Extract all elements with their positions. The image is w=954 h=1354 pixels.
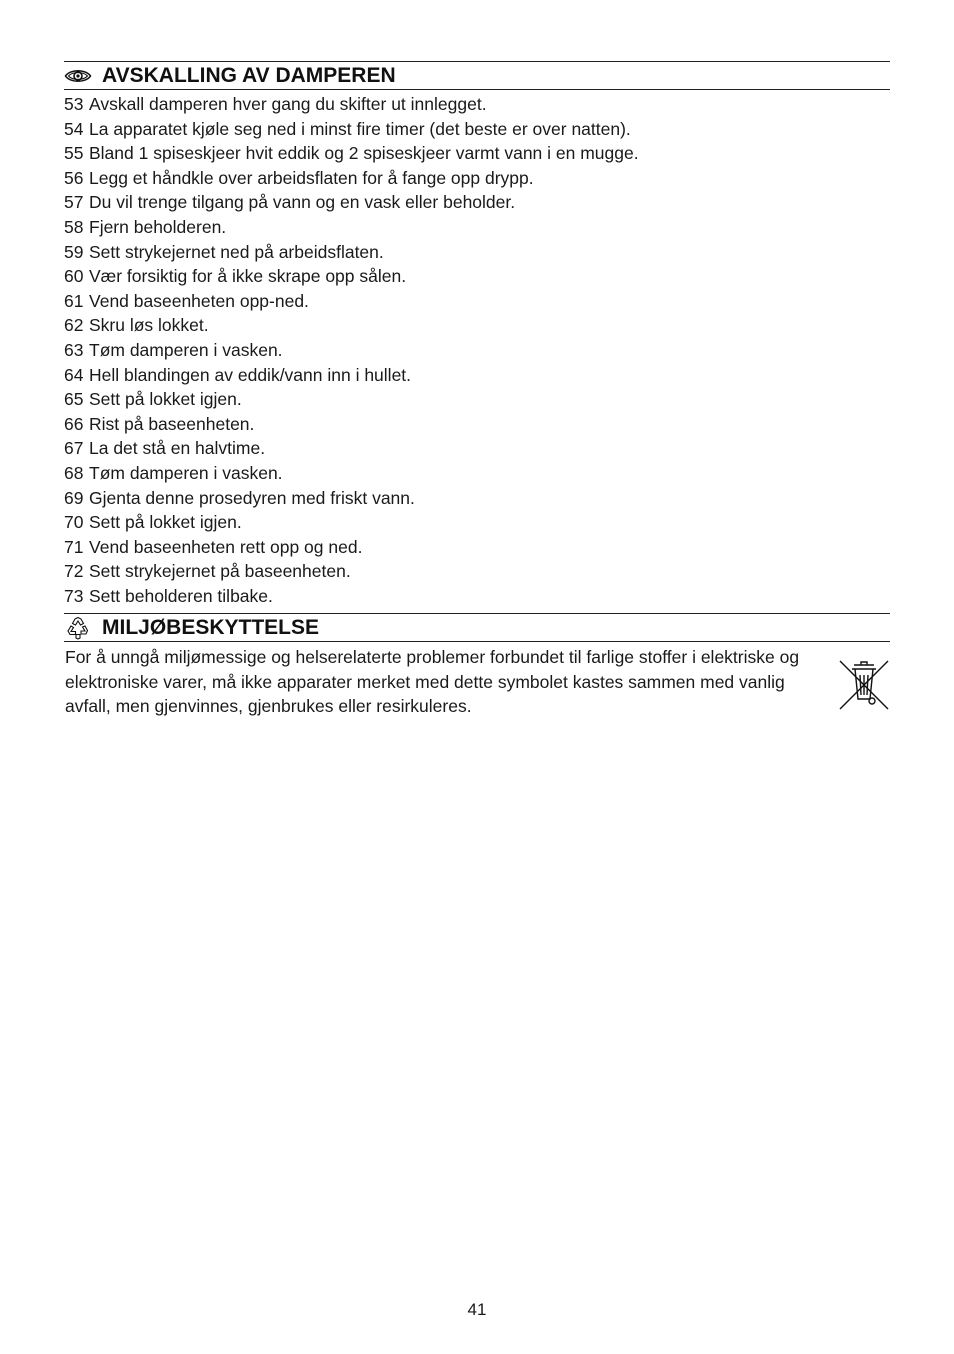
descaling-section bbox=[64, 61, 890, 608]
step-text: Vend baseenheten opp-ned. bbox=[89, 290, 309, 311]
step-number: 54 bbox=[64, 118, 84, 139]
step-number: 64 bbox=[64, 364, 84, 385]
step-text: Rist på baseenheten. bbox=[89, 413, 255, 434]
step-text: Sett strykejernet ned på arbeidsflaten. bbox=[89, 241, 384, 262]
step-number: 59 bbox=[64, 241, 84, 262]
step-item bbox=[64, 141, 890, 166]
step-number: 58 bbox=[64, 216, 84, 237]
step-item bbox=[64, 535, 890, 560]
step-number: 69 bbox=[64, 487, 84, 508]
step-text: Sett strykejernet på baseenheten. bbox=[89, 561, 351, 582]
step-item bbox=[64, 363, 890, 388]
section-title: MILJØBESKYTTELSE bbox=[102, 615, 320, 639]
step-text: Tøm damperen i vasken. bbox=[89, 462, 283, 483]
step-text: Vend baseenheten rett opp og ned. bbox=[89, 536, 363, 557]
step-item bbox=[64, 240, 890, 265]
step-item bbox=[64, 461, 890, 486]
step-item bbox=[64, 289, 890, 314]
step-text: Hell blandingen av eddik/vann inn i hullet. bbox=[89, 364, 412, 385]
step-item bbox=[64, 510, 890, 535]
step-item bbox=[64, 486, 890, 511]
step-number: 53 bbox=[64, 94, 84, 114]
crossed-out-bin-icon bbox=[838, 657, 890, 713]
section-title: AVSKALLING AV DAMPEREN bbox=[102, 63, 396, 87]
step-text: Legg et håndkle over arbeidsflaten for å fange opp drypp. bbox=[89, 167, 534, 188]
page-number: 41 bbox=[467, 1300, 487, 1319]
step-item bbox=[64, 412, 890, 437]
step-item bbox=[64, 92, 890, 117]
step-number: 57 bbox=[64, 192, 84, 213]
step-number: 65 bbox=[64, 389, 84, 410]
eye-icon bbox=[64, 65, 92, 87]
step-text: Gjenta denne prosedyren med friskt vann. bbox=[89, 487, 415, 508]
step-text: La det stå en halvtime. bbox=[89, 438, 266, 459]
environment-text: For å unngå miljømessige og helserelaterte problemer forbundet til farlige stoffer i elektriske og elektroniske varer, må ikke apparater merket med dette symbolet kastes sammen med vanlig avfall, men gjenvinnes, gjenbrukes eller resirkuleres. bbox=[65, 647, 800, 717]
environment-header bbox=[64, 613, 890, 642]
step-number: 56 bbox=[64, 167, 84, 188]
step-text: La apparatet kjøle seg ned i minst fire timer (det beste er over natten). bbox=[89, 118, 631, 139]
step-item bbox=[64, 436, 890, 461]
step-number: 61 bbox=[64, 290, 84, 311]
recycle-icon bbox=[64, 617, 92, 639]
step-item bbox=[64, 264, 890, 289]
step-item bbox=[64, 559, 890, 584]
environment-section bbox=[64, 613, 890, 719]
step-text: Bland 1 spiseskjeer hvit eddik og 2 spiseskjeer varmt vann i en mugge. bbox=[89, 143, 639, 164]
step-number: 60 bbox=[64, 266, 84, 287]
step-number: 67 bbox=[64, 438, 84, 459]
step-text: Fjern beholderen. bbox=[89, 216, 227, 237]
step-text: Sett på lokket igjen. bbox=[89, 389, 242, 410]
step-item bbox=[64, 313, 890, 338]
step-item bbox=[64, 387, 890, 412]
step-number: 62 bbox=[64, 315, 84, 336]
step-text: Skru løs lokket. bbox=[89, 315, 209, 336]
step-text: Sett beholderen tilbake. bbox=[89, 585, 273, 606]
step-item bbox=[64, 584, 890, 609]
step-number: 66 bbox=[64, 413, 84, 434]
step-item bbox=[64, 190, 890, 215]
descaling-header bbox=[64, 61, 890, 90]
step-number: 63 bbox=[64, 339, 84, 360]
steps-list bbox=[64, 92, 890, 608]
step-item bbox=[64, 166, 890, 191]
environment-body bbox=[64, 645, 890, 719]
step-text: Avskall damperen hver gang du skifter ut innlegget. bbox=[89, 94, 487, 114]
step-item bbox=[64, 338, 890, 363]
step-number: 72 bbox=[64, 561, 84, 582]
step-text: Du vil trenge tilgang på vann og en vask eller beholder. bbox=[89, 192, 516, 213]
step-text: Sett på lokket igjen. bbox=[89, 512, 242, 533]
step-number: 70 bbox=[64, 512, 84, 533]
step-number: 73 bbox=[64, 585, 84, 606]
step-number: 68 bbox=[64, 462, 84, 483]
step-text: Vær forsiktig for å ikke skrape opp sålen. bbox=[89, 266, 407, 287]
step-item bbox=[64, 215, 890, 240]
step-text: Tøm damperen i vasken. bbox=[89, 339, 283, 360]
step-number: 55 bbox=[64, 143, 84, 164]
step-number: 71 bbox=[64, 536, 84, 557]
step-item bbox=[64, 117, 890, 142]
